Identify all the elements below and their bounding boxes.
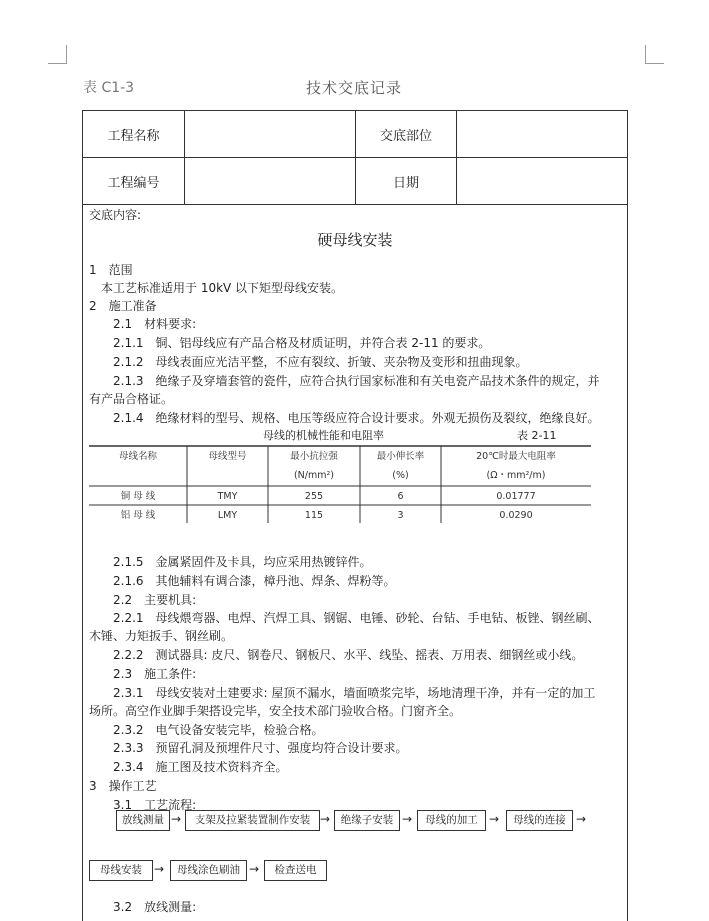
project-no-label: 工程编号 bbox=[107, 175, 160, 191]
subsection-heading: 3.1 工艺流程: bbox=[113, 798, 197, 812]
paragraph: 木锤、力矩扳手、钢丝刷。 bbox=[89, 629, 234, 643]
paragraph: 有产品合格证。 bbox=[89, 392, 174, 406]
project-name-field[interactable] bbox=[185, 111, 355, 157]
table-cell: 0.0290 bbox=[499, 510, 533, 521]
handover-form bbox=[82, 110, 628, 921]
table-header: 最小抗拉强 bbox=[290, 451, 338, 462]
table-cell: 3 bbox=[397, 510, 404, 521]
project-no-field[interactable] bbox=[185, 158, 355, 204]
table-cell: 115 bbox=[304, 510, 324, 521]
handover-part-label: 交底部位 bbox=[379, 128, 432, 144]
section-heading: 3 操作工艺 bbox=[89, 779, 157, 793]
form-row-2 bbox=[83, 158, 627, 205]
section-heading: 2 施工准备 bbox=[89, 299, 157, 313]
flow-step: 母线安装 bbox=[89, 860, 153, 881]
flow-arrow-icon: → bbox=[576, 812, 587, 826]
page-corner-mark-top-left bbox=[48, 45, 67, 64]
page-corner-mark-top-right bbox=[645, 45, 664, 64]
table-cell: 6 bbox=[397, 491, 404, 502]
paragraph: 2.3.3 预留孔洞及预埋件尺寸、强度均符合设计要求。 bbox=[113, 741, 408, 755]
flow-step: 检查送电 bbox=[264, 860, 327, 881]
document-title: 硬母线安装 bbox=[317, 231, 393, 249]
paragraph: 2.2.1 母线煨弯器、电焊、汽焊工具、钢锯、电锤、砂轮、台钻、手电钻、板锉、钢丝刷、 bbox=[113, 611, 600, 625]
content-label: 交底内容: bbox=[89, 208, 142, 222]
table-header-unit: (N/mm²) bbox=[293, 470, 335, 481]
subsection-heading: 2.1 材料要求: bbox=[113, 317, 197, 331]
paragraph: 2.1.3 绝缘子及穿墙套管的瓷件，应符合执行国家标准和有关电瓷产品技术条件的规定，并 bbox=[113, 374, 600, 388]
section-heading: 1 范围 bbox=[89, 263, 133, 277]
table-cell: TMY bbox=[217, 491, 238, 502]
subsection-heading: 2.2 主要机具: bbox=[113, 593, 197, 607]
flow-arrow-icon: → bbox=[402, 812, 413, 826]
flow-arrow-icon: → bbox=[320, 812, 331, 826]
date-field[interactable] bbox=[457, 158, 627, 204]
table-cell: 0.01777 bbox=[496, 491, 536, 502]
paragraph: 2.3.1 母线安装对土建要求: 屋顶不漏水，墙面喷浆完毕，场地清理干净，并有一定的加工 bbox=[113, 686, 596, 700]
table-header-unit: (Ω・mm²/m) bbox=[486, 470, 546, 481]
paragraph: 2.1.1 铜、铝母线应有产品合格及材质证明，并符合表 2-11 的要求。 bbox=[113, 336, 491, 350]
flow-step: 绝缘子安装 bbox=[334, 810, 400, 831]
table-caption: 母线的机械性能和电阻率 bbox=[263, 429, 384, 442]
paragraph: 2.3.2 电气设备安装完毕，检验合格。 bbox=[113, 723, 324, 737]
flow-arrow-icon: → bbox=[171, 812, 182, 826]
paragraph: 2.1.6 其他辅料有调合漆，樟丹池、焊条、焊粉等。 bbox=[113, 574, 396, 588]
handover-part-field[interactable] bbox=[457, 111, 627, 157]
table-header-unit: (%) bbox=[392, 470, 409, 481]
subsection-heading: 2.3 施工条件: bbox=[113, 667, 197, 681]
form-id: 表 C1-3 bbox=[83, 80, 135, 96]
table-cell: 铜 母 线 bbox=[120, 491, 156, 502]
paragraph: 2.3.4 施工图及技术资料齐全。 bbox=[113, 760, 288, 774]
table-header: 母线名称 bbox=[118, 451, 157, 462]
table-header: 最小伸长率 bbox=[376, 451, 425, 462]
table-number: 表 2-11 bbox=[517, 429, 557, 442]
table-cell: LMY bbox=[217, 510, 238, 521]
project-name-label: 工程名称 bbox=[107, 128, 160, 144]
flow-arrow-icon: → bbox=[154, 862, 165, 876]
subsection-heading: 3.2 放线测量: bbox=[113, 900, 197, 914]
flow-step: 母线的加工 bbox=[417, 810, 486, 831]
paragraph: 场所。高空作业脚手架搭设完毕，安全技术部门验收合格。门窗齐全。 bbox=[89, 704, 462, 718]
flow-arrow-icon: → bbox=[489, 812, 500, 826]
paragraph: 2.1.5 金属紧固件及卡具，均应采用热镀锌件。 bbox=[113, 555, 372, 569]
paragraph: 本工艺标准适用于 10kV 以下矩型母线安装。 bbox=[101, 281, 344, 295]
flow-step: 支架及拉紧装置制作安装 bbox=[185, 810, 320, 831]
table-header: 母线型号 bbox=[208, 451, 247, 462]
properties-table bbox=[83, 445, 627, 525]
flow-step: 母线涂色刷油 bbox=[170, 860, 247, 881]
form-row-1 bbox=[83, 111, 627, 158]
flow-arrow-icon: → bbox=[249, 862, 260, 876]
form-title: 技术交底记录 bbox=[306, 79, 403, 97]
date-label: 日期 bbox=[392, 175, 419, 191]
paragraph: 2.1.4 绝缘材料的型号、规格、电压等级应符合设计要求。外观无损伤及裂纹，绝缘良好。 bbox=[113, 411, 600, 425]
table-cell: 255 bbox=[304, 491, 324, 502]
flow-step: 母线的连接 bbox=[506, 810, 573, 831]
flow-step: 放线测量 bbox=[116, 810, 170, 831]
paragraph: 2.1.2 母线表面应光洁平整，不应有裂纹、折皱、夹杂物及变形和扭曲现象。 bbox=[113, 355, 528, 369]
table-header: 20℃时最大电阻率 bbox=[476, 451, 556, 462]
table-cell: 铝 母 线 bbox=[120, 510, 156, 521]
paragraph: 2.2.2 测试器具: 皮尺、钢卷尺、钢板尺、水平、线坠、摇表、万用表、细钢丝或小线。 bbox=[113, 648, 584, 662]
